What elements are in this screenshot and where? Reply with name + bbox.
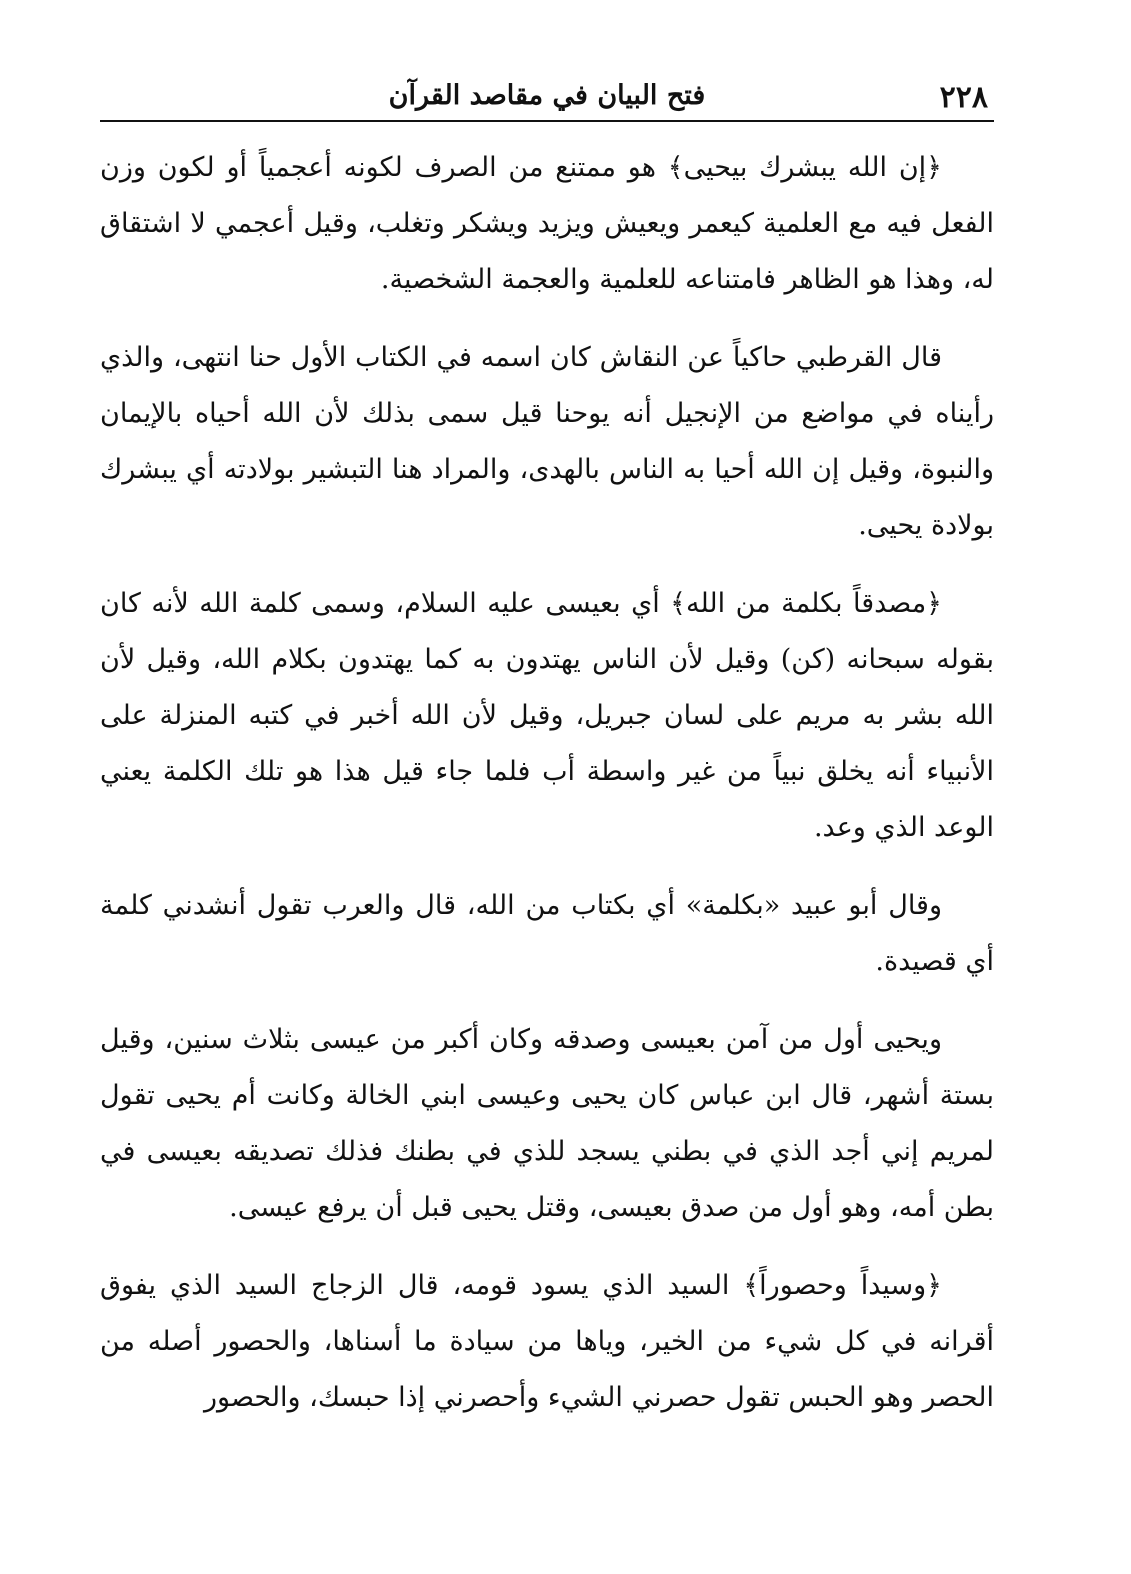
running-title: فتح البيان في مقاصد القرآن [388, 80, 706, 111]
page-number: ٢٢٨ [939, 80, 988, 115]
paragraph: وقال أبو عبيد «بكلمة» أي بكتاب من الله، قال والعرب تقول أنشدني كلمة أي قصيدة. [100, 890, 994, 977]
paragraph: ﴿وسيداً وحصوراً﴾ السيد الذي يسود قومه، قال الزجاج السيد الذي يفوق أقرانه في كل شيء من الخير، وياها من سيادة ما أسناها، والحصور أصله من الحصر وهو الحبس تقول حصرني الشيء وأحصرني إذا حبسك، والحصور [100, 1270, 994, 1413]
paragraph: ﴿إن الله يبشرك بيحيى﴾ هو ممتنع من الصرف لكونه أعجمياً أو لكون وزن الفعل فيه مع العلمية كيعمر ويعيش ويزيد ويشكر وتغلب، وقيل أعجمي لا اشتقاق له، وهذا هو الظاهر فامتناعه للعلمية والعجمة الشخصية. [100, 152, 994, 295]
body-text [100, 140, 994, 1426]
paragraph: ويحيى أول من آمن بعيسى وصدقه وكان أكبر من عيسى بثلاث سنين، وقيل بستة أشهر، قال ابن عباس كان يحيى وعيسى ابني الخالة وكانت أم يحيى تقول لمريم إني أجد الذي في بطني يسجد للذي في بطنك فذلك تصديقه بعيسى في بطن أمه، وهو أول من صدق بعيسى، وقتل يحيى قبل أن يرفع عيسى. [100, 1024, 994, 1223]
paragraph: قال القرطبي حاكياً عن النقاش كان اسمه في الكتاب الأول حنا انتهى، والذي رأيناه في مواضع من الإنجيل أنه يوحنا قيل سمى بذلك لأن الله أحياه بالإيمان والنبوة، وقيل إن الله أحيا به الناس بالهدى، والمراد هنا التبشير بولادته أي يبشرك بولادة يحيى. [100, 342, 994, 541]
paragraph: ﴿مصدقاً بكلمة من الله﴾ أي بعيسى عليه السلام، وسمى كلمة الله لأنه كان بقوله سبحانه (كن) وقيل لأن الناس يهتدون به كما يهتدون بكلام الله، وقيل لأن الله بشر به مريم على لسان جبريل، وقيل لأن الله أخبر في كتبه المنزلة على الأنبياء أنه يخلق نبياً من غير واسطة أب فلما جاء قيل هذا هو تلك الكلمة يعني الوعد الذي وعد. [100, 588, 994, 843]
page-header [100, 70, 994, 122]
book-page [100, 70, 994, 1448]
